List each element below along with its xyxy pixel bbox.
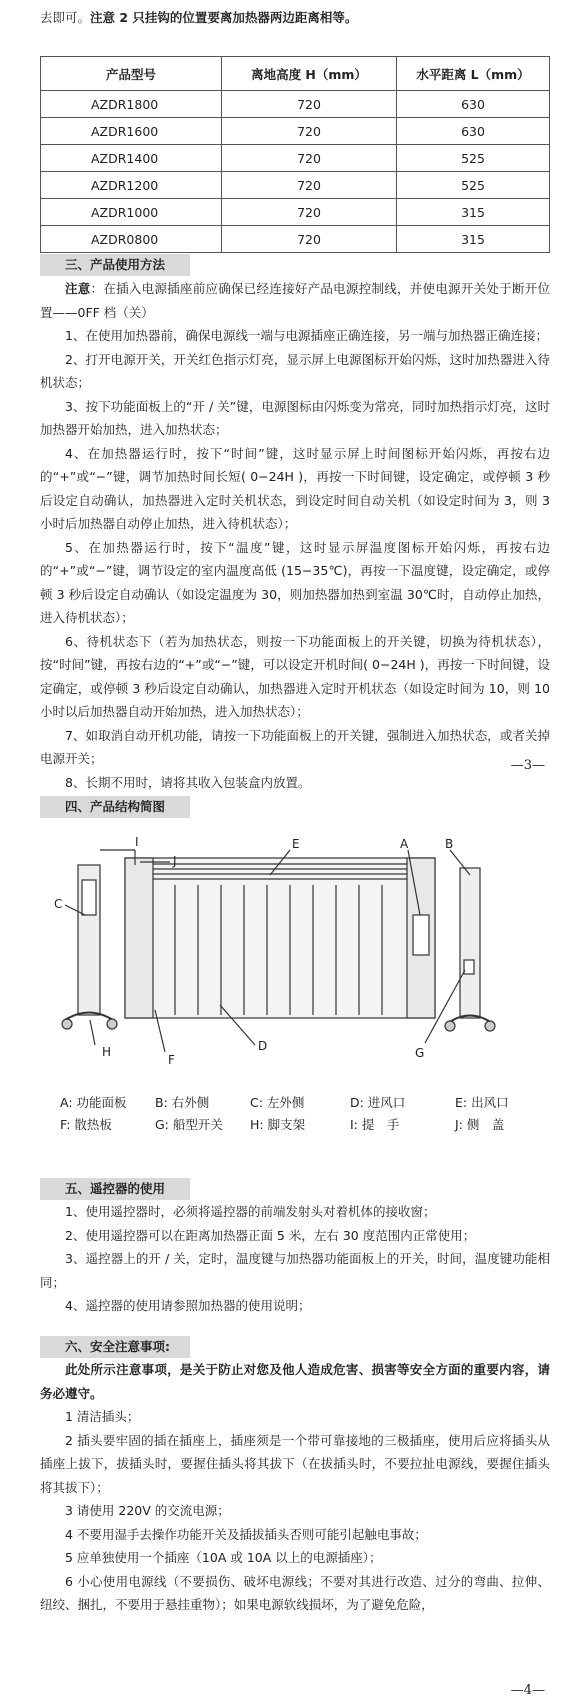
intro-note: 注意 2 只挂钩的位置要离加热器两边距离相等。	[90, 10, 358, 25]
callout-label: F	[168, 1053, 175, 1067]
section-4-heading: 四、产品结构简图	[40, 796, 190, 818]
usage-item: 8、长期不用时，请将其收入包装盒内放置。	[65, 774, 311, 790]
callout-label: J	[173, 854, 177, 868]
cell-distance: 315	[397, 226, 550, 253]
cell-distance: 630	[397, 91, 550, 118]
callout-label: E	[292, 837, 300, 851]
callout-label: C	[54, 897, 63, 911]
remote-item: 2、使用遥控器可以在距离加热器正面 5 米，左右 30 度范围内正常使用；	[65, 1227, 476, 1243]
safety-note: 此处所示注意事项，是关于防止对您及他人造成危害、损害等安全方面的重要内容，请务必遵守。	[40, 1362, 550, 1401]
col-header-height: 离地高度 H（mm）	[222, 57, 397, 91]
safety-item: 3 请使用 220V 的交流电源；	[65, 1503, 230, 1518]
col-header-model: 产品型号	[41, 57, 222, 91]
page-number: —3—	[510, 758, 545, 773]
cell-model: AZDR1000	[41, 199, 222, 226]
spec-table	[40, 56, 550, 253]
wheel	[107, 1019, 117, 1029]
wheel	[62, 1019, 72, 1029]
safety-item: 5 应单独使用一个插座（10A 或 10A 以上的电源插座）；	[65, 1550, 382, 1565]
cell-height: 720	[222, 226, 397, 253]
cell-distance: 315	[397, 199, 550, 226]
legend-item: F: 散热板	[60, 1117, 112, 1132]
handle-slot	[82, 880, 96, 915]
usage-item: 4、在加热器运行时，按下“时间”键，这时显示屏上时间图标开始闪烁，再按右边的“+”或“−”键，调节加热时间长短( 0−24H )，再按一下时间键，设定确定，或停顿 3 秒后设定自动确认，加热器进入定时关机状态，到设定时间自动关机（如设定时间为 3，则 3 小时后加热器自动停止加热，进入待机状态）；	[40, 445, 550, 531]
col-header-distance: 水平距离 L（mm）	[397, 57, 550, 91]
callout-label: D	[258, 1039, 268, 1053]
usage-item: 5、在加热器运行时，按下“温度”键，这时显示屏温度图标开始闪烁，再按右边的“+”或“−”键，调节设定的室内温度高低 (15−35℃)，再按一下温度键，设定确定，或停顿 3 秒后设定自动确认（如设定温度为 30，则加热器加热到室温 30℃时，自动停止加热，进入待机状态）；	[40, 539, 550, 625]
callout-label: A	[400, 837, 409, 851]
cell-height: 720	[222, 91, 397, 118]
intro-line	[40, 8, 357, 26]
callout-label: B	[445, 837, 454, 851]
cell-model: AZDR1600	[41, 118, 222, 145]
wheel	[445, 1021, 455, 1031]
right-side-panel	[460, 868, 480, 1018]
function-panel	[413, 915, 429, 955]
heater-body	[125, 858, 435, 1018]
section-6-body	[40, 1358, 550, 1617]
cell-distance: 525	[397, 145, 550, 172]
cell-distance: 630	[397, 118, 550, 145]
section-3-note	[40, 277, 550, 324]
usage-item: 1、在使用加热器前，确保电源线一端与电源插座正确连接，另一端与加热器正确连接；	[65, 328, 548, 343]
table-row	[41, 145, 550, 172]
remote-item: 3、遥控器上的开 / 关，定时，温度键与加热器功能面板上的开关，时间，温度键功能相同；	[40, 1251, 550, 1290]
table-row	[41, 199, 550, 226]
section-3-heading: 三、产品使用方法	[40, 254, 190, 276]
section-5-body	[40, 1200, 550, 1318]
cell-height: 720	[222, 172, 397, 199]
legend-item: B: 右外侧	[155, 1095, 210, 1110]
table-row	[41, 91, 550, 118]
remote-item: 1、使用遥控器时，必须将遥控器的前端发射头对着机体的接收窗；	[65, 1204, 436, 1219]
cell-model: AZDR0800	[41, 226, 222, 253]
table-row	[41, 172, 550, 199]
cell-height: 720	[222, 118, 397, 145]
legend-item: I: 提 手	[350, 1117, 400, 1132]
callout-label: I	[135, 835, 139, 849]
legend-item: J: 侧 盖	[455, 1117, 505, 1132]
spec-table-header	[41, 57, 550, 91]
callout-label: G	[415, 1046, 425, 1060]
cell-model: AZDR1800	[41, 91, 222, 118]
intro-prefix: 去即可。	[40, 10, 91, 25]
safety-item: 2 插头要牢固的插在插座上，插座须是一个带可靠接地的三极插座，使用后应将插头从插座上拔下，拔插头时，要握住插头将其拔下（在拔插头时，不要拉扯电源线，要握住插头将其拔下）；	[40, 1432, 550, 1495]
wheel	[485, 1021, 495, 1031]
usage-item: 6、待机状态下（若为加热状态，则按一下功能面板上的开关键，切换为待机状态），按“时间”键，再按右边的“+”或“−”键，可以设定开机时间( 0−24H )，再按一下时间键，设定确定，或停顿 3 秒后设定自动确认，加热器进入定时开机状态（如设定时间为 10，则 10 小时以后加热器自动开始加热，进入加热状态）；	[40, 633, 550, 719]
section-5-heading: 五、遥控器的使用	[40, 1178, 190, 1200]
note-label: 注意	[65, 281, 91, 296]
legend-item: A: 功能面板	[60, 1095, 127, 1110]
rocker-switch	[464, 960, 474, 974]
heater-structure-diagram	[40, 820, 550, 1080]
side-cover	[125, 858, 153, 1018]
callout-label: H	[102, 1045, 112, 1059]
legend-item: C: 左外侧	[250, 1095, 305, 1110]
cell-model: AZDR1400	[41, 145, 222, 172]
safety-item: 4 不要用湿手去操作功能开关及插拔插头否则可能引起触电事故；	[65, 1526, 427, 1542]
diagram-legend	[60, 1093, 550, 1137]
remote-item: 4、遥控器的使用请参照加热器的使用说明；	[65, 1298, 311, 1313]
page-number: —4—	[510, 1683, 545, 1698]
note-text: ：在插入电源插座前应确保已经连接好产品电源控制线，并使电源开关处于断开位置——0FF 档（关）	[40, 281, 550, 320]
legend-item: D: 进风口	[350, 1095, 406, 1110]
cell-height: 720	[222, 145, 397, 172]
safety-item: 1 清洁插头；	[65, 1409, 140, 1424]
cell-model: AZDR1200	[41, 172, 222, 199]
legend-item: G: 船型开关	[155, 1117, 223, 1132]
cell-height: 720	[222, 199, 397, 226]
usage-item: 2、打开电源开关，开关红色指示灯亮，显示屏上电源图标开始闪烁，这时加热器进入待机状态；	[40, 351, 550, 390]
section-3-body	[40, 277, 550, 794]
usage-item: 3、按下功能面板上的“开 / 关”键，电源图标由闪烁变为常亮，同时加热指示灯亮，这时加热器开始加热，进入加热状态；	[40, 398, 550, 437]
section-6-heading: 六、安全注意事项:	[40, 1336, 190, 1358]
table-row	[41, 118, 550, 145]
table-row	[41, 226, 550, 253]
usage-item: 7、如取消自动开机功能，请按一下功能面板上的开关键，强制进入加热状态，或者关掉电源开关；	[40, 727, 550, 766]
legend-item: E: 出风口	[455, 1095, 509, 1110]
safety-item: 6 小心使用电源线（不要损伤、破坏电源线；不要对其进行改造、过分的弯曲、拉伸、纽绞、捆扎，不要用于悬挂重物）；如果电源软线损坏，为了避免危险，	[40, 1573, 550, 1612]
legend-item: H: 脚支架	[250, 1117, 306, 1132]
cell-distance: 525	[397, 172, 550, 199]
